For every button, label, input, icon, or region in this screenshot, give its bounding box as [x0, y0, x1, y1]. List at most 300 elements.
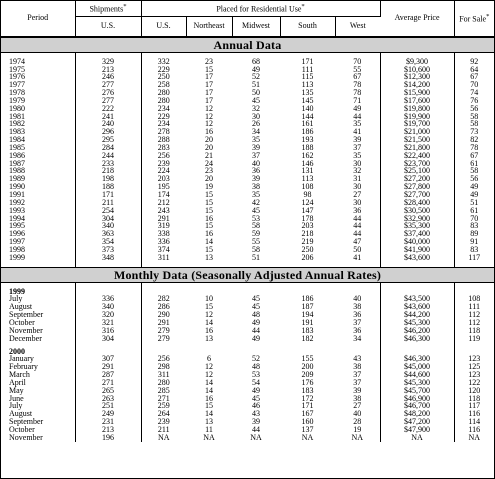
shipments-us-cell: 320	[75, 311, 141, 319]
west-cell: 44	[353, 229, 362, 239]
period-cell: February	[9, 362, 38, 372]
west-cell: 30	[353, 158, 362, 168]
west-cell: 27	[353, 190, 362, 199]
for-sale-cell: 78	[454, 144, 494, 152]
average-price-cell: $21,800	[380, 144, 454, 152]
average-price-cell: $47,200	[380, 418, 454, 426]
shipments-us-cell: 287	[75, 371, 141, 379]
average-price-cell: $19,700	[380, 120, 454, 128]
south-header: South	[280, 16, 335, 36]
northeast-cell: 15	[205, 190, 213, 199]
for-sale-cell: 61	[454, 207, 494, 215]
average-price-cell: $45,000	[380, 363, 454, 371]
south-cell: 209	[301, 370, 314, 380]
average-price-cell: $46,700	[380, 402, 454, 410]
midwest-cell: 45	[252, 95, 260, 105]
for-sale-cell: 119	[454, 335, 494, 343]
average-price-cell: $27,700	[380, 191, 454, 199]
midwest-cell: 45	[252, 302, 260, 312]
south-cell: 135	[301, 88, 314, 98]
south-cell: 183	[301, 385, 314, 395]
northeast-cell: 15	[205, 205, 213, 215]
south-cell: 178	[301, 213, 314, 223]
placed-us-cell: 311	[141, 371, 186, 379]
for-sale-cell: 112	[454, 311, 494, 319]
placed-us-cell: NA	[141, 434, 186, 442]
northeast-cell: 20	[205, 174, 213, 184]
northeast-cell: 13	[205, 252, 213, 262]
placed-us-cell: 229	[141, 113, 186, 121]
placed-us-cell: 298	[141, 363, 186, 371]
for-sale-cell: 70	[454, 81, 494, 89]
placed-us-cell: 264	[141, 410, 186, 418]
placed-us-header: U.S.	[141, 16, 186, 36]
northeast-cell: 16	[205, 229, 213, 239]
monthly-data-title: Monthly Data (Seasonally Adjusted Annual Rates)	[1, 267, 494, 283]
midwest-cell: 38	[252, 182, 260, 192]
midwest-cell: 43	[252, 409, 260, 419]
northeast-cell: 14	[205, 409, 213, 419]
northeast-cell: 19	[205, 182, 213, 192]
shipments-us-cell: 304	[75, 215, 141, 223]
placed-us-cell: 332	[141, 58, 186, 66]
west-cell: 37	[353, 370, 362, 380]
for-sale-cell: 58	[454, 120, 494, 128]
northeast-cell: 23	[205, 56, 213, 66]
northeast-cell: 6	[207, 354, 211, 364]
west-cell: 67	[353, 72, 362, 82]
northeast-cell: 17	[205, 88, 213, 98]
south-cell: 98	[303, 190, 312, 199]
placed-us-cell: 280	[141, 97, 186, 105]
northeast-cell: 15	[205, 64, 213, 74]
midwest-cell: 51	[252, 252, 260, 262]
period-cell: August	[9, 302, 33, 312]
period-header: Period	[1, 1, 75, 36]
average-price-cell: $30,500	[380, 207, 454, 215]
shipments-us-cell: 244	[75, 152, 141, 160]
period-cell: January	[9, 354, 34, 364]
south-cell: 144	[301, 111, 314, 121]
shipments-us-cell: 231	[75, 418, 141, 426]
northeast-cell: 13	[205, 417, 213, 427]
for-sale-cell: 89	[454, 230, 494, 238]
average-price-cell: $17,600	[380, 97, 454, 105]
south-cell: 203	[301, 221, 314, 231]
northeast-cell: 15	[205, 302, 213, 312]
period-cell: 1979	[9, 95, 25, 105]
shipments-us-cell: 277	[75, 81, 141, 89]
for-sale-cell: 56	[454, 105, 494, 113]
west-cell: 39	[353, 385, 362, 395]
period-cell: 1996	[9, 229, 25, 239]
for-sale-cell: 125	[454, 363, 494, 371]
south-cell: 145	[301, 95, 314, 105]
period-cell: 1985	[9, 142, 25, 152]
shipments-us-cell: 196	[75, 434, 141, 442]
period-cell: 1978	[9, 88, 25, 98]
south-cell: 113	[301, 174, 314, 184]
west-cell: 44	[353, 213, 362, 223]
period-cell: 1981	[9, 111, 25, 121]
west-cell: 50	[353, 244, 362, 254]
period-cell: 1990	[9, 182, 25, 192]
northeast-cell: 15	[205, 401, 213, 411]
midwest-cell: 68	[252, 56, 260, 66]
period-cell: 1995	[9, 221, 25, 231]
shipments-us-cell: 246	[75, 73, 141, 81]
south-cell: 186	[301, 294, 314, 304]
northeast-cell: 20	[205, 135, 213, 145]
northeast-cell: 17	[205, 80, 213, 90]
south-cell: 167	[301, 409, 314, 419]
placed-us-cell: 203	[141, 175, 186, 183]
placed-us-cell: 239	[141, 160, 186, 168]
period-cell: 1982	[9, 119, 25, 129]
shipments-us-cell: 295	[75, 136, 141, 144]
shipments-us-cell: 213	[75, 66, 141, 74]
average-price-cell: $43,600	[380, 303, 454, 311]
west-cell: 38	[353, 302, 362, 312]
placed-us-cell: 212	[141, 199, 186, 207]
placed-us-cell: 278	[141, 128, 186, 136]
period-cell: 1999	[9, 252, 25, 262]
average-price-cell: $46,300	[380, 335, 454, 343]
west-cell: 34	[353, 333, 362, 343]
for-sale-cell: 76	[454, 97, 494, 105]
northeast-header: Northeast	[186, 16, 232, 36]
for-sale-cell: 120	[454, 387, 494, 395]
period-cell: 1997	[9, 237, 25, 247]
period-cell: May	[9, 385, 24, 395]
for-sale-cell: 117	[454, 254, 494, 262]
shipments-us-cell: 348	[75, 254, 141, 262]
period-cell: September	[9, 310, 44, 320]
northeast-cell: 14	[205, 317, 213, 327]
monthly-row	[1, 434, 494, 442]
west-cell: 47	[353, 237, 362, 247]
placed-us-cell: 211	[141, 426, 186, 434]
average-price-cell: $45,300	[380, 319, 454, 327]
northeast-cell: 12	[205, 119, 213, 129]
midwest-cell: 45	[252, 294, 260, 304]
period-cell: 1992	[9, 197, 25, 207]
shipments-us-header: U.S.	[75, 16, 141, 36]
for-sale-cell: 117	[454, 402, 494, 410]
northeast-cell: 12	[205, 310, 213, 320]
west-cell: 38	[353, 362, 362, 372]
for-sale-cell: 61	[454, 160, 494, 168]
west-header: West	[335, 16, 380, 36]
south-cell: 206	[301, 252, 314, 262]
period-cell: 1991	[9, 190, 25, 199]
west-cell: 35	[353, 119, 362, 129]
west-cell: 78	[353, 88, 362, 98]
shipments-us-cell: 171	[75, 191, 141, 199]
midwest-cell: 54	[252, 377, 260, 387]
annual-table	[1, 53, 494, 267]
average-price-cell: $35,300	[380, 222, 454, 230]
for-sale-cell: NA	[454, 434, 494, 442]
shipments-us-cell: 340	[75, 303, 141, 311]
shipments-us-cell: 284	[75, 144, 141, 152]
west-cell: 44	[353, 111, 362, 121]
for-sale-cell: 122	[454, 379, 494, 387]
average-price-cell: NA	[380, 434, 454, 442]
placed-us-cell: 256	[141, 355, 186, 363]
midwest-cell: 49	[252, 385, 260, 395]
for-sale-cell: 74	[454, 89, 494, 97]
placed-us-cell: 374	[141, 246, 186, 254]
average-price-cell: $27,200	[380, 175, 454, 183]
south-cell: 140	[301, 103, 314, 113]
northeast-cell: 14	[205, 385, 213, 395]
placed-us-cell: 239	[141, 418, 186, 426]
west-cell: 40	[353, 409, 362, 419]
south-cell: 218	[301, 229, 314, 239]
midwest-cell: 59	[252, 229, 260, 239]
average-price-cell: $28,400	[380, 199, 454, 207]
placed-us-cell: 291	[141, 319, 186, 327]
shipments-us-cell: 307	[75, 355, 141, 363]
period-cell: 1980	[9, 103, 25, 113]
south-cell: 186	[301, 127, 314, 137]
shipments-us-cell: 198	[75, 175, 141, 183]
placed-us-cell: 285	[141, 387, 186, 395]
average-price-header: Average Price	[380, 1, 454, 36]
shipments-us-cell: 271	[75, 379, 141, 387]
placed-us-cell: 283	[141, 144, 186, 152]
northeast-cell: 15	[205, 197, 213, 207]
placed-us-cell: 280	[141, 89, 186, 97]
south-cell: 187	[301, 302, 314, 312]
for-sale-cell: 91	[454, 238, 494, 246]
midwest-cell: 53	[252, 213, 260, 223]
average-price-cell: $19,900	[380, 113, 454, 121]
midwest-cell: 44	[252, 424, 260, 434]
for-sale-cell: 82	[454, 136, 494, 144]
for-sale-cell: 118	[454, 327, 494, 335]
period-cell: July	[9, 294, 23, 304]
south-cell: 115	[301, 72, 314, 82]
placed-us-cell: 243	[141, 207, 186, 215]
midwest-cell: 40	[252, 158, 260, 168]
period-cell: 1976	[9, 72, 25, 82]
for-sale-cell: 116	[454, 410, 494, 418]
south-cell: 160	[301, 417, 314, 427]
average-price-cell: $41,900	[380, 246, 454, 254]
year-heading: 1999	[9, 286, 25, 296]
midwest-cell: 45	[252, 205, 260, 215]
west-cell: NA	[351, 432, 364, 442]
placed-us-cell: 259	[141, 402, 186, 410]
south-cell: 183	[301, 325, 314, 335]
shipments-us-cell: 241	[75, 113, 141, 121]
placed-us-cell: 174	[141, 191, 186, 199]
northeast-cell: 14	[205, 377, 213, 387]
shipments-us-cell: 296	[75, 128, 141, 136]
period-cell: 1983	[9, 127, 25, 137]
shipments-us-cell: 354	[75, 238, 141, 246]
placed-us-cell: 338	[141, 230, 186, 238]
south-cell: 124	[301, 197, 314, 207]
west-cell: 71	[353, 95, 362, 105]
shipments-us-cell: 340	[75, 222, 141, 230]
south-cell: 162	[301, 150, 314, 160]
average-price-cell: $46,300	[380, 355, 454, 363]
south-cell: 147	[301, 205, 314, 215]
midwest-cell: 49	[252, 64, 260, 74]
south-cell: 176	[301, 377, 314, 387]
south-cell: 171	[301, 401, 314, 411]
placed-us-cell: 271	[141, 395, 186, 403]
west-cell: 37	[353, 377, 362, 387]
shipments-us-cell: 213	[75, 426, 141, 434]
northeast-cell: NA	[203, 432, 215, 442]
northeast-cell: 23	[205, 166, 213, 176]
midwest-cell: NA	[250, 432, 262, 442]
shipments-us-cell: 321	[75, 319, 141, 327]
period-cell: October	[9, 424, 35, 434]
midwest-cell: 34	[252, 127, 260, 137]
period-cell: June	[9, 393, 24, 403]
average-price-cell: $37,400	[380, 230, 454, 238]
for-sale-cell: 70	[454, 215, 494, 223]
south-cell: 250	[301, 244, 314, 254]
west-cell: 36	[353, 325, 362, 335]
west-cell: 38	[353, 393, 362, 403]
period-cell: 1988	[9, 166, 25, 176]
placed-us-cell: 336	[141, 238, 186, 246]
average-price-cell: $44,600	[380, 371, 454, 379]
west-cell: 30	[353, 182, 362, 192]
placed-us-cell: 319	[141, 222, 186, 230]
northeast-cell: 14	[205, 237, 213, 247]
average-price-cell: $12,300	[380, 73, 454, 81]
midwest-cell: 55	[252, 237, 260, 247]
midwest-cell: 58	[252, 244, 260, 254]
for-sale-cell: 114	[454, 418, 494, 426]
midwest-cell: 36	[252, 166, 260, 176]
west-cell: 36	[353, 205, 362, 215]
south-cell: 200	[301, 362, 314, 372]
average-price-cell: $9,300	[380, 58, 454, 66]
placed-us-cell: 311	[141, 254, 186, 262]
shipments-us-cell: 363	[75, 230, 141, 238]
west-cell: 39	[353, 135, 362, 145]
annual-rows	[1, 53, 494, 267]
period-cell: April	[9, 377, 26, 387]
midwest-cell: 42	[252, 197, 260, 207]
west-cell: 41	[353, 127, 362, 137]
shipments-us-cell: 218	[75, 167, 141, 175]
period-cell: 1984	[9, 135, 25, 145]
shipments-us-cell: 265	[75, 387, 141, 395]
for-sale-cell: 123	[454, 355, 494, 363]
average-price-cell: $45,300	[380, 379, 454, 387]
shipments-us-cell: 188	[75, 183, 141, 191]
placed-us-cell: 258	[141, 81, 186, 89]
average-price-cell: $48,200	[380, 410, 454, 418]
placed-us-cell: 279	[141, 327, 186, 335]
west-cell: 70	[353, 56, 362, 66]
for-sale-cell: 111	[454, 303, 494, 311]
shipments-us-cell: 373	[75, 246, 141, 254]
average-price-cell: $15,900	[380, 89, 454, 97]
midwest-cell: 35	[252, 135, 260, 145]
northeast-cell: 16	[205, 127, 213, 137]
average-price-cell: $22,400	[380, 152, 454, 160]
shipments-us-cell: 222	[75, 105, 141, 113]
northeast-cell: 16	[205, 393, 213, 403]
shipments-us-cell: 251	[75, 402, 141, 410]
shipments-header: Shipments*	[75, 1, 141, 16]
midwest-cell: 39	[252, 174, 260, 184]
northeast-cell: 12	[205, 362, 213, 372]
for-sale-cell: 118	[454, 395, 494, 403]
shipments-us-cell: 291	[75, 363, 141, 371]
midwest-cell: 53	[252, 370, 260, 380]
for-sale-cell: 123	[454, 371, 494, 379]
average-price-cell: $32,900	[380, 215, 454, 223]
northeast-cell: 24	[205, 158, 213, 168]
west-cell: 49	[353, 103, 362, 113]
shipments-us-cell: 277	[75, 97, 141, 105]
northeast-cell: 12	[205, 370, 213, 380]
period-cell: November	[9, 325, 43, 335]
for-sale-cell: 67	[454, 73, 494, 81]
average-price-cell: $10,600	[380, 66, 454, 74]
average-price-cell: $21,500	[380, 136, 454, 144]
period-cell: 1986	[9, 150, 25, 160]
midwest-cell: 49	[252, 333, 260, 343]
shipments-us-cell: 304	[75, 335, 141, 343]
south-cell: 137	[301, 424, 314, 434]
year-heading: 2000	[9, 346, 25, 356]
west-cell: 35	[353, 150, 362, 160]
average-price-cell: $46,200	[380, 327, 454, 335]
west-cell: 31	[353, 174, 362, 184]
placed-us-cell: 282	[141, 295, 186, 303]
northeast-cell: 17	[205, 72, 213, 82]
northeast-cell: 16	[205, 213, 213, 223]
period-cell: September	[9, 417, 44, 427]
south-cell: 194	[301, 310, 314, 320]
west-cell: 32	[353, 166, 362, 176]
for-sale-cell: 92	[454, 58, 494, 66]
northeast-cell: 20	[205, 142, 213, 152]
average-price-cell: $23,700	[380, 160, 454, 168]
for-sale-cell: 51	[454, 199, 494, 207]
for-sale-cell: 83	[454, 246, 494, 254]
average-price-cell: $21,000	[380, 128, 454, 136]
monthly-row	[1, 335, 494, 343]
west-cell: 78	[353, 80, 362, 90]
northeast-cell: 11	[205, 424, 213, 434]
period-cell: March	[9, 370, 30, 380]
shipments-us-cell: 211	[75, 199, 141, 207]
south-cell: 188	[301, 142, 314, 152]
west-cell: 36	[353, 310, 362, 320]
for-sale-cell: 58	[454, 113, 494, 121]
northeast-cell: 10	[205, 294, 213, 304]
northeast-cell: 12	[205, 111, 213, 121]
average-price-cell: $14,200	[380, 81, 454, 89]
placed-header: Placed for Residential Use*	[141, 1, 380, 16]
northeast-cell: 15	[205, 244, 213, 254]
period-cell: 1994	[9, 213, 25, 223]
period-cell: 1993	[9, 205, 25, 215]
